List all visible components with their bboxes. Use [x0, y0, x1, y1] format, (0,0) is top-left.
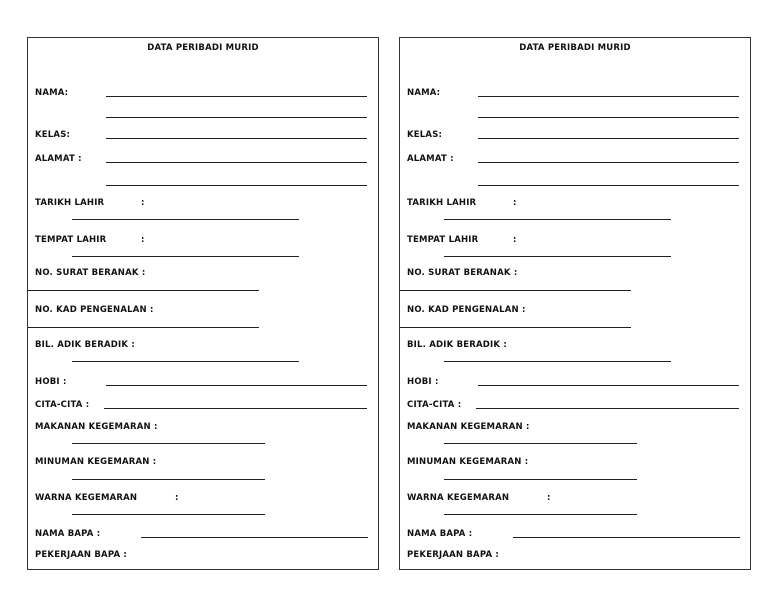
- no-kad-pengenalan-label: NO. KAD PENGENALAN :: [35, 305, 154, 315]
- hobi-line[interactable]: [478, 385, 739, 386]
- tarikh-lahir-label: TARIKH LAHIR: [35, 198, 105, 208]
- no-kad-pengenalan-line[interactable]: [400, 327, 631, 328]
- nama-line-1[interactable]: [106, 96, 367, 97]
- tempat-lahir-label: TEMPAT LAHIR: [407, 235, 479, 245]
- warna-kegemaran-label: WARNA KEGEMARAN: [407, 493, 510, 503]
- cita-cita-label: CITA-CITA :: [407, 400, 462, 410]
- student-data-form-right: [399, 37, 751, 570]
- cita-cita-line[interactable]: [476, 408, 739, 409]
- tarikh-lahir-label: TARIKH LAHIR: [407, 198, 477, 208]
- no-surat-beranak-label: NO. SURAT BERANAK :: [407, 268, 518, 278]
- pekerjaan-bapa-label: PEKERJAAN BAPA :: [407, 550, 500, 560]
- nama-line-2[interactable]: [478, 117, 739, 118]
- warna-kegemaran-line[interactable]: [444, 514, 637, 515]
- kelas-line[interactable]: [106, 138, 367, 139]
- kelas-line[interactable]: [478, 138, 739, 139]
- kelas-label: KELAS:: [35, 130, 71, 140]
- warna-kegemaran-label: WARNA KEGEMARAN: [35, 493, 138, 503]
- no-kad-pengenalan-line[interactable]: [28, 327, 259, 328]
- makanan-kegemaran-line[interactable]: [444, 443, 637, 444]
- no-surat-beranak-line[interactable]: [400, 290, 631, 291]
- minuman-kegemaran-label: MINUMAN KEGEMARAN :: [407, 457, 529, 467]
- no-surat-beranak-label: NO. SURAT BERANAK :: [35, 268, 146, 278]
- minuman-kegemaran-line[interactable]: [72, 479, 265, 480]
- alamat-line-1[interactable]: [106, 162, 367, 163]
- warna-kegemaran-line[interactable]: [72, 514, 265, 515]
- nama-label: NAMA:: [407, 88, 441, 98]
- bil-adik-beradik-label: BIL. ADIK BERADIK :: [35, 340, 135, 350]
- minuman-kegemaran-label: MINUMAN KEGEMARAN :: [35, 457, 157, 467]
- tarikh-lahir-colon: :: [141, 198, 145, 208]
- hobi-label: HOBI :: [407, 377, 439, 387]
- makanan-kegemaran-label: MAKANAN KEGEMARAN :: [35, 422, 158, 432]
- tempat-lahir-line[interactable]: [72, 256, 299, 257]
- tarikh-lahir-line[interactable]: [72, 219, 299, 220]
- hobi-line[interactable]: [106, 385, 367, 386]
- kelas-label: KELAS:: [407, 130, 443, 140]
- minuman-kegemaran-line[interactable]: [444, 479, 637, 480]
- nama-line-1[interactable]: [478, 96, 739, 97]
- nama-bapa-label: NAMA BAPA :: [35, 529, 101, 539]
- hobi-label: HOBI :: [35, 377, 67, 387]
- makanan-kegemaran-line[interactable]: [72, 443, 265, 444]
- nama-bapa-line[interactable]: [141, 537, 368, 538]
- tempat-lahir-line[interactable]: [444, 256, 671, 257]
- cita-cita-line[interactable]: [104, 408, 367, 409]
- nama-label: NAMA:: [35, 88, 69, 98]
- cita-cita-label: CITA-CITA :: [35, 400, 90, 410]
- form-title: DATA PERIBADI MURID: [147, 43, 259, 53]
- nama-bapa-label: NAMA BAPA :: [407, 529, 473, 539]
- bil-adik-beradik-line[interactable]: [444, 361, 671, 362]
- makanan-kegemaran-label: MAKANAN KEGEMARAN :: [407, 422, 530, 432]
- alamat-line-2[interactable]: [478, 185, 739, 186]
- warna-kegemaran-colon: :: [175, 493, 179, 503]
- tempat-lahir-label: TEMPAT LAHIR: [35, 235, 107, 245]
- alamat-line-1[interactable]: [478, 162, 739, 163]
- nama-bapa-line[interactable]: [513, 537, 740, 538]
- warna-kegemaran-colon: :: [547, 493, 551, 503]
- tarikh-lahir-line[interactable]: [444, 219, 671, 220]
- alamat-label: ALAMAT :: [35, 154, 82, 164]
- no-kad-pengenalan-label: NO. KAD PENGENALAN :: [407, 305, 526, 315]
- alamat-line-2[interactable]: [106, 185, 367, 186]
- bil-adik-beradik-label: BIL. ADIK BERADIK :: [407, 340, 507, 350]
- alamat-label: ALAMAT :: [407, 154, 454, 164]
- student-data-form-left: [27, 37, 379, 570]
- no-surat-beranak-line[interactable]: [28, 290, 259, 291]
- tempat-lahir-colon: :: [141, 235, 145, 245]
- pekerjaan-bapa-label: PEKERJAAN BAPA :: [35, 550, 128, 560]
- form-title: DATA PERIBADI MURID: [519, 43, 631, 53]
- tempat-lahir-colon: :: [513, 235, 517, 245]
- tarikh-lahir-colon: :: [513, 198, 517, 208]
- bil-adik-beradik-line[interactable]: [72, 361, 299, 362]
- nama-line-2[interactable]: [106, 117, 367, 118]
